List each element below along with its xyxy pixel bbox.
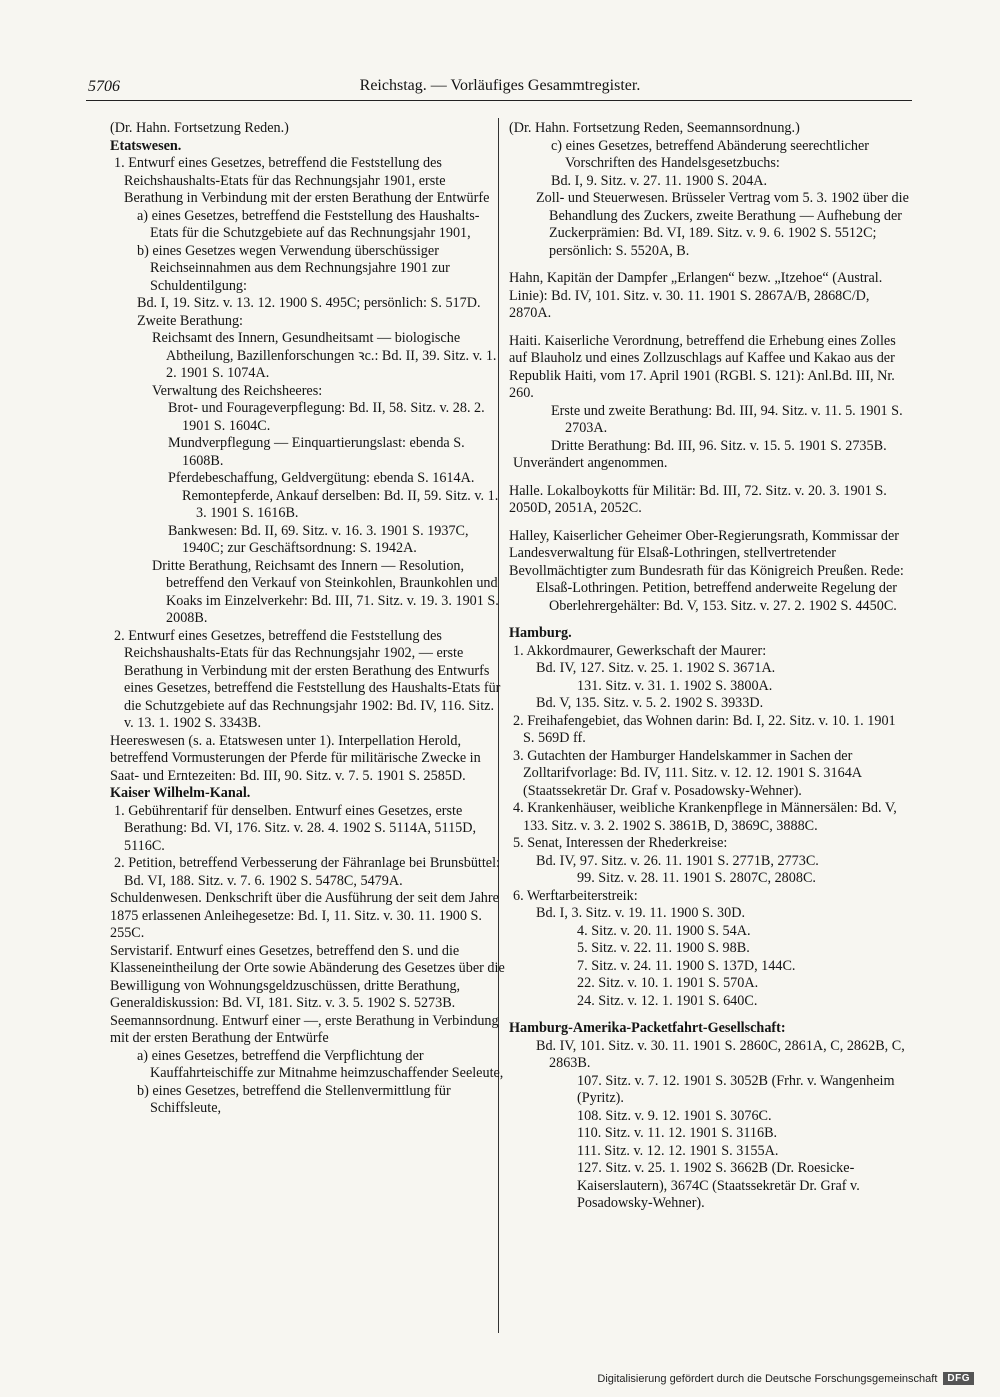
index-entry: Hahn, Kapitän der Dampfer „Erlangen“ bezw. „Itzehoe“ (Austral. Linie): Bd. IV, 101. Sitz. v. 30. 11. 1901 S. 2867A/B, 2868C/D, 2870A. [509,270,883,321]
entry-gap [509,1010,909,1020]
index-entry: Bd. V, 135. Sitz. v. 5. 2. 1902 S. 3933D. [536,695,764,711]
index-entry: 24. Sitz. v. 12. 1. 1901 S. 640C. [577,992,758,1009]
index-entry: Bankwesen: Bd. II, 69. Sitz. v. 16. 3. 1901 S. 1937C, 1940C; zur Geschäftsordnung: S. 1942A. [168,522,469,556]
index-entry: Bd. IV, 101. Sitz. v. 30. 11. 1901 S. 2860C, 2861A, C, 2862B, C, 2863B. [536,1037,905,1071]
index-entry: 4. Sitz. v. 20. 11. 1900 S. 54A. [577,922,751,939]
index-entry: Elsaß-Lothringen. Petition, betreffend anderweite Regelung der Oberlehrergehälter: Bd. V, 153. Sitz. v. 27. 2. 1902 S. 4450C. [536,580,898,614]
index-entry: Unverändert angenommen. [513,455,668,471]
index-entry: Kaiser Wilhelm-Kanal. [110,785,251,801]
running-header: Reichstag. — Vorläufiges Gesammtregister. [359,77,641,94]
index-entry: a) eines Gesetzes, betreffend die Feststellung des Haushalts-Etats für die Schutzgebiete auf das Rechnungsjahr 1901, [137,207,480,241]
index-entry: Etatswesen. [110,137,182,154]
entry-gap [509,473,909,483]
index-entry: 110. Sitz. v. 11. 12. 1901 S. 3116B. [577,1125,778,1141]
index-entry: Pferdebeschaffung, Geldvergütung: ebenda S. 1614A. [168,470,475,486]
index-entry: Bd. I, 3. Sitz. v. 19. 11. 1900 S. 30D. [536,905,746,921]
entry-gap [509,615,909,625]
entry-gap [509,260,909,270]
index-entry: Bd. IV, 97. Sitz. v. 26. 11. 1901 S. 2771B, 2773C. [536,852,819,869]
left-column [110,120,505,1118]
index-entry: b) eines Gesetzes, betreffend die Stellenvermittlung für Schiffsleute, [137,1082,451,1116]
index-entry: Reichsamt des Innern, Gesundheitsamt — biologische Abtheilung, Bazillenforschungen ꝛc.: Bd. II, 39. Sitz. v. 1. 2. 1901 S. 1074A. [152,330,497,381]
right-column [509,120,909,1213]
index-entry: 1. Akkordmaurer, Gewerkschaft der Maurer: [513,642,767,659]
index-entry: Bd. I, 19. Sitz. v. 13. 12. 1900 S. 495C; persönlich: S. 517D. [137,295,481,311]
index-entry: 1. Entwurf eines Gesetzes, betreffend die Feststellung des Reichshaushalts-Etats für das Rechnungsjahr 1901, erste Berathung in Verbindung mit der ersten Berathung der Entwürfe [114,155,490,206]
index-entry: a) eines Gesetzes, betreffend die Verpflichtung der Kauffahrteischiffe zur Mitnahme heimzuschaffender Seeleute, [137,1047,504,1081]
index-entry: 1. Gebührentarif für denselben. Entwurf eines Gesetzes, erste Berathung: Bd. VI, 176. Sitz. v. 28. 4. 1902 S. 5114A, 5115D, 5116C. [114,802,477,854]
index-entry: 4. Krankenhäuser, weibliche Krankenpflege in Männersälen: Bd. V, 133. Sitz. v. 3. 2. 1902 S. 3861B, D, 3869C, 3888C. [513,800,897,834]
index-entry: Remontepferde, Ankauf derselben: Bd. II, 59. Sitz. v. 1. 3. 1901 S. 1616B. [182,487,499,521]
index-entry: 108. Sitz. v. 9. 12. 1901 S. 3076C. [577,1107,772,1124]
index-entry: Haiti. Kaiserliche Verordnung, betreffend die Erhebung eines Zolles auf Blauholz und eines Zollzuschlags auf Kaffee und Kakao aus der Republik Haiti, vom 17. April 1901 (RGBl. S. 121): Anl.Bd. III, Nr. 260. [509,332,896,401]
entry-gap [509,323,909,333]
index-entry: (Dr. Hahn. Fortsetzung Reden, Seemannsordnung.) [509,120,800,136]
index-entry: Dritte Berathung: Bd. III, 96. Sitz. v. 15. 5. 1901 S. 2735B. [551,437,887,454]
index-entry: (Dr. Hahn. Fortsetzung Reden.) [110,120,289,136]
index-entry: Bd. IV, 127. Sitz. v. 25. 1. 1902 S. 3671A. [536,660,776,676]
footer [597,1372,974,1385]
index-entry: Servistarif. Entwurf eines Gesetzes, betreffend den S. und die Klasseneintheilung der Orte sowie Abänderung des Gesetzes über die Bewilligung von Wohnungsgeldzuschüssen, dritte Berathung, Generaldiskussion: Bd. VI, 181. Sitz. v. 3. 5. 1902 S. 5273B. [110,942,505,1011]
index-entry: 5. Senat, Interessen der Rhederkreise: [513,835,728,851]
footer-text: Digitalisierung gefördert durch die Deutsche Forschungsgemeinschaft [597,1372,938,1385]
index-entry: Brot- und Fourageverpflegung: Bd. II, 58. Sitz. v. 28. 2. 1901 S. 1604C. [168,400,485,434]
entry-gap [509,518,909,528]
index-entry: 111. Sitz. v. 12. 12. 1901 S. 3155A. [577,1142,779,1159]
index-entry: Dritte Berathung, Reichsamt des Innern — Resolution, betreffend den Verkauf von Steinkohlen, Braunkohlen und Koaks im Einzelverkehr: Bd. III, 71. Sitz. v. 19. 3. 1901 S. 2008B. [152,557,499,626]
index-entry: 2. Freihafengebiet, das Wohnen darin: Bd. I, 22. Sitz. v. 10. 1. 1901 S. 569D ff. [513,712,896,746]
index-entry: 7. Sitz. v. 24. 11. 1900 S. 137D, 144C. [577,957,796,974]
index-entry: 3. Gutachten der Hamburger Handelskammer in Sachen der Zolltarifvorlage: Bd. IV, 111. Sitz. v. 12. 12. 1901 S. 3164A (Staatssekretär Dr. Graf v. Posadowsky-Wehner). [513,747,862,799]
index-entry: Halley, Kaiserlicher Geheimer Ober-Regierungsrath, Kommissar der Landesverwaltung für Elsaß-Lothringen, stellvertretender Bevollmächtigter zum Bundesrath für das Königreich Preußen. Rede: [509,527,904,579]
index-entry: Mundverpflegung — Einquartierungslast: ebenda S. 1608B. [168,435,465,469]
index-entry: Bd. I, 9. Sitz. v. 27. 11. 1900 S. 204A. [551,172,768,189]
index-entry: Halle. Lokalboykotts für Militär: Bd. III, 72. Sitz. v. 20. 3. 1901 S. 2050D, 2051A, 2052C. [509,482,887,516]
index-entry: Verwaltung des Reichsheeres: [152,382,323,399]
index-entry: 2. Entwurf eines Gesetzes, betreffend die Feststellung des Reichshaushalts-Etats für das Rechnungsjahr 1902, — erste Berathung in Verbindung mit der ersten Berathung des Entwurfs eines Gesetzes, betreffend die Feststellung des Haushalts-Etats für die Schutzgebiete auf das Rechnungsjahr 1902: Bd. IV, 116. Sitz. v. 13. 1. 1902 S. 3343B. [114,627,501,731]
index-entry: Schuldenwesen. Denkschrift über die Ausführung der seit dem Jahre 1875 erlassenen Anleihegesetze: Bd. I, 11. Sitz. v. 30. 11. 1900 S. 255C. [110,890,499,941]
index-entry: Zoll- und Steuerwesen. Brüsseler Vertrag vom 5. 3. 1902 über die Behandlung des Zuckers, zweite Berathung — Aufhebung der Zuckerprämien: Bd. VI, 189. Sitz. v. 9. 6. 1902 S. 5512C; persönlich: S. 5520A, B. [536,190,909,259]
index-entry: c) eines Gesetzes, betreffend Abänderung seerechtlicher Vorschriften des Handelsgesetzbuchs: [551,137,870,171]
index-entry: 22. Sitz. v. 10. 1. 1901 S. 570A. [577,975,759,991]
page-number: 5706 [88,78,120,95]
index-entry: Seemannsordnung. Entwurf einer —, erste Berathung in Verbindung mit der ersten Berathung der Entwürfe [110,1012,499,1046]
index-entry: 2. Petition, betreffend Verbesserung der Fähranlage bei Brunsbüttel: Bd. VI, 188. Sitz. v. 7. 6. 1902 S. 5478C, 5479A. [114,855,500,889]
index-entry: Erste und zweite Berathung: Bd. III, 94. Sitz. v. 11. 5. 1901 S. 2703A. [551,402,903,436]
index-entry: 5. Sitz. v. 22. 11. 1900 S. 98B. [577,940,750,956]
header-rule [86,100,912,101]
index-entry: Heereswesen (s. a. Etatswesen unter 1). Interpellation Herold, betreffend Vormusterungen der Pferde für militärische Zwecke in Saat- und Erntezeiten: Bd. III, 90. Sitz. v. 7. 5. 1901 S. 2585D. [110,732,481,784]
dfg-logo: DFG [943,1372,974,1385]
index-entry: Zweite Berathung: [137,312,243,329]
index-entry: 131. Sitz. v. 31. 1. 1902 S. 3800A. [577,677,773,694]
index-entry: Hamburg. [509,625,572,641]
index-entry: 127. Sitz. v. 25. 1. 1902 S. 3662B (Dr. Roesicke-Kaiserslautern), 3674C (Staatssekretär Dr. Graf v. Posadowsky-Wehner). [577,1160,860,1211]
index-entry: 6. Werftarbeiterstreik: [513,887,638,904]
index-entry: b) eines Gesetzes wegen Verwendung überschüssiger Reichseinnahmen aus dem Rechnungsjahre 1901 zur Schuldentilgung: [137,242,450,294]
index-entry: Hamburg-Amerika-Packetfahrt-Gesellschaft: [509,1020,786,1036]
index-entry: 99. Sitz. v. 28. 11. 1901 S. 2807C, 2808C. [577,870,816,886]
index-entry: 107. Sitz. v. 7. 12. 1901 S. 3052B (Frhr. v. Wangenheim (Pyritz). [577,1072,895,1106]
